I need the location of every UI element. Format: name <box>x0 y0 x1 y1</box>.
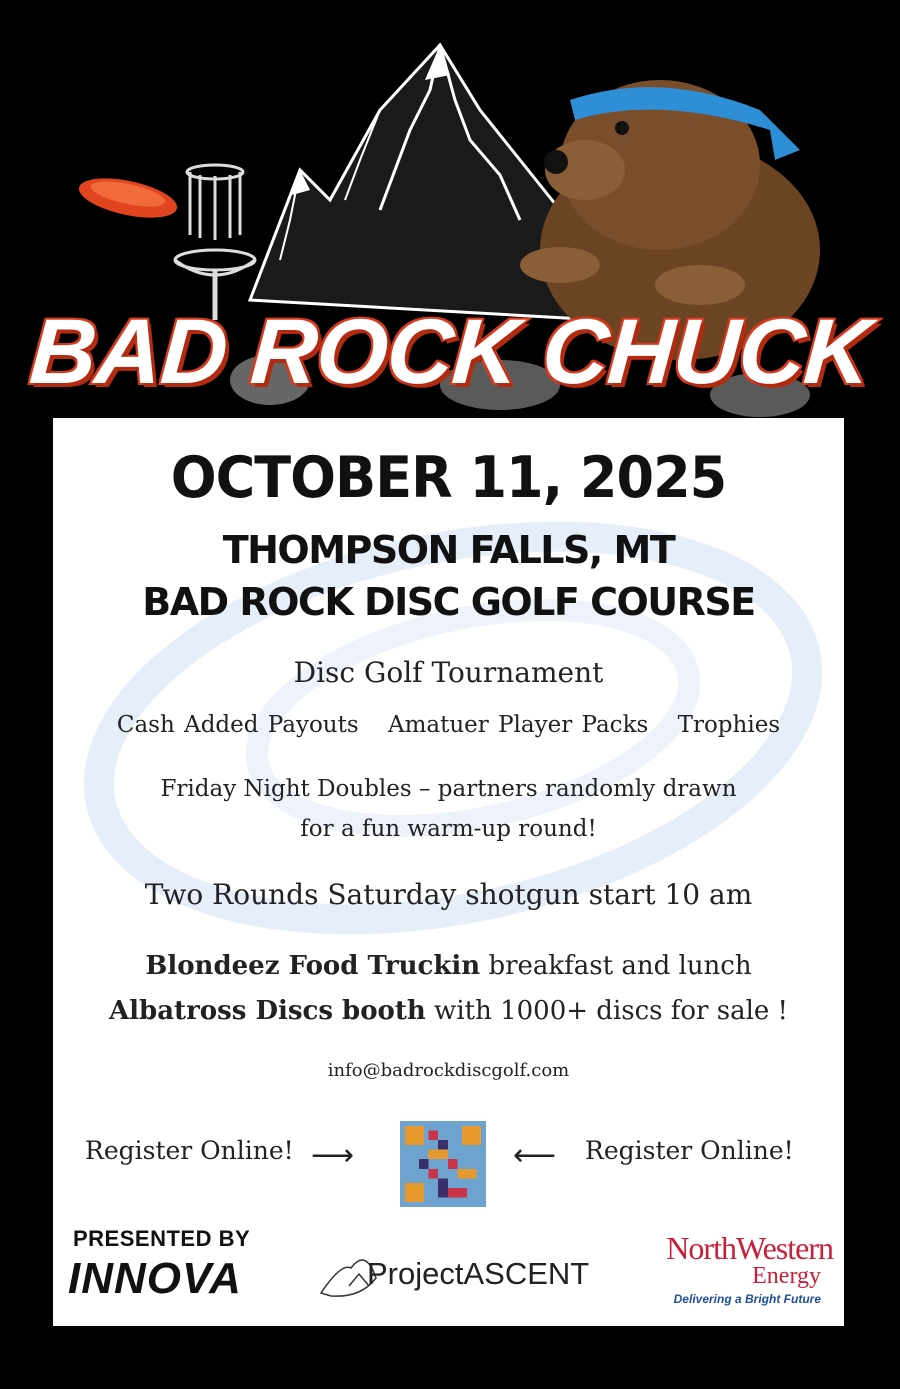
northwestern-tagline: Delivering a Bright Future <box>673 1292 821 1306</box>
northwestern-energy-logo: NorthWestern <box>666 1230 833 1266</box>
disc-vendor <box>53 996 844 1026</box>
arrow-left-icon: ⟵ <box>513 1138 557 1173</box>
feature-item: Cash Added Payouts <box>116 712 359 738</box>
project-ascent-logo: ProjectASCENT <box>367 1256 590 1291</box>
northwestern-energy-sub: Energy <box>752 1263 821 1289</box>
arrow-right-icon: ⟶ <box>311 1138 355 1173</box>
feature-list <box>53 712 844 738</box>
food-vendor <box>53 951 844 981</box>
register-online-right[interactable]: Register Online! <box>585 1136 794 1165</box>
saturday-schedule: Two Rounds Saturday shotgun start 10 am <box>144 878 753 911</box>
presented-by-label: PRESENTED BY <box>73 1226 251 1251</box>
contact-email[interactable]: info@badrockdiscgolf.com <box>327 1060 570 1081</box>
registration-qr-code[interactable] <box>400 1121 486 1207</box>
feature-item: Amatuer Player Packs <box>387 712 649 738</box>
event-city: THOMPSON FALLS, MT <box>222 528 675 572</box>
event-info-panel <box>53 418 844 1326</box>
food-vendor-desc: breakfast and lunch <box>480 951 752 981</box>
event-title: BAD ROCK CHUCK <box>26 301 874 403</box>
event-course: BAD ROCK DISC GOLF COURSE <box>142 580 755 624</box>
friday-doubles-line1: Friday Night Doubles – partners randomly drawn <box>160 776 737 802</box>
innova-logo: INNOVA <box>68 1254 242 1303</box>
event-date: OCTOBER 11, 2025 <box>170 444 727 511</box>
tournament-type: Disc Golf Tournament <box>293 656 604 689</box>
feature-item: Trophies <box>677 712 781 738</box>
register-online-left[interactable]: Register Online! <box>85 1136 294 1165</box>
flying-disc-icon <box>76 171 181 225</box>
disc-golf-basket <box>175 165 255 320</box>
disc-vendor-name: Albatross Discs booth <box>108 996 426 1026</box>
disc-vendor-desc: with 1000+ discs for sale ! <box>425 996 789 1026</box>
food-vendor-name: Blondeez Food Truckin <box>145 951 481 981</box>
friday-doubles-line2: for a fun warm-up round! <box>300 816 597 842</box>
